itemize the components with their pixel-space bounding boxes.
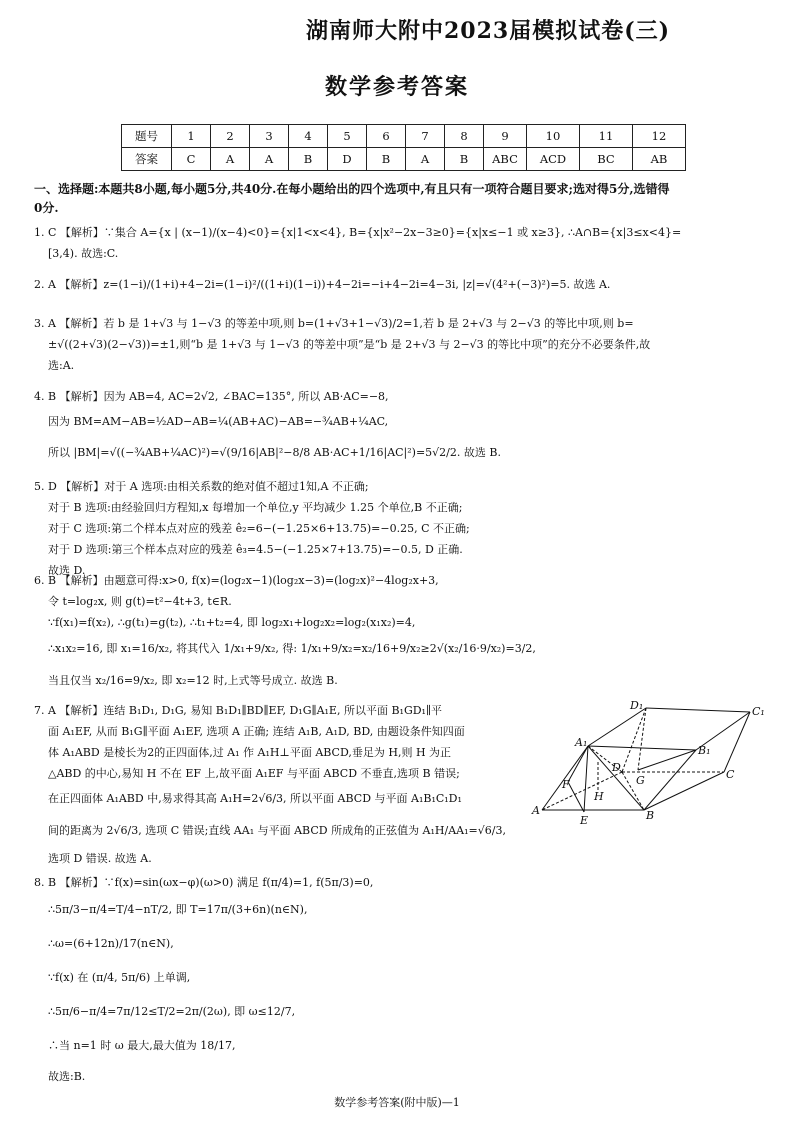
solution-line: 故选:B. <box>48 1070 86 1083</box>
solution-line: ∴ω=(6+12n)/17(n∈N), <box>48 937 174 950</box>
solution-line: 令 t=log₂x, 则 g(t)=t²−4t+3, t∈R. <box>48 595 232 608</box>
answer-table-cell: 4 <box>289 125 328 148</box>
answer-table-cell: ACD <box>527 148 580 171</box>
answer-table-number-row <box>122 125 686 148</box>
answer-table-row-label: 答案 <box>122 148 172 171</box>
vertex-label: A <box>532 804 540 817</box>
solution-line: ∵f(x) 在 (π/4, 5π/6) 上单调, <box>48 971 191 984</box>
answer-table-cell: C <box>172 148 211 171</box>
solution-line: 在正四面体 A₁ABD 中,易求得其高 A₁H=2√6/3, 所以平面 ABCD 与平面 A₁B₁C₁D₁ <box>48 792 462 805</box>
vertex-label: B₁ <box>698 744 711 757</box>
question-6-solution <box>34 570 764 697</box>
answer-table-cell: A <box>211 148 250 171</box>
answer-table-cell: ABC <box>484 148 527 171</box>
solution-line: 当且仅当 x₂/16=9/x₂, 即 x₂=12 时,上式等号成立. 故选 B. <box>48 674 338 687</box>
answer-table-cell: D <box>328 148 367 171</box>
answer-table-cell: B <box>445 148 484 171</box>
solution-line: 故选 D. <box>48 564 86 577</box>
solution-line: 对于 B 选项:由经验回归方程知,x 每增加一个单位,y 平均减少 1.25 个单位,B 不正确; <box>48 501 463 514</box>
question-8-solution <box>34 872 764 1091</box>
vertex-label: E <box>580 814 589 827</box>
section-heading-line: 一、选择题:本题共8小题,每小题5分,共40分.在每小题给出的四个选项中,有且只有一项符合题目要求;选对得5分,选错得 <box>34 182 670 196</box>
solution-line: 4. B 【解析】因为 AB=4, AC=2√2, ∠BAC=135°, 所以 AB·AC=−8, <box>34 390 389 403</box>
question-7-solution <box>34 700 534 869</box>
solution-line: △ABD 的中心,易知 H 不在 EF 上,故平面 A₁EF 与平面 ABCD 不垂直,选项 B 错误; <box>48 767 460 780</box>
answer-table-cell: A <box>250 148 289 171</box>
solution-line: ±√((2+√3)(2−√3))=±1,则“b 是 1+√3 与 1−√3 的等差中项”是“b 是 2+√3 与 2−√3 的等比中项”的充分不必要条件,故 <box>48 338 651 351</box>
solution-line: ∴当 n=1 时 ω 最大,最大值为 18/17, <box>48 1039 236 1052</box>
solution-line: ∴5π/3−π/4=T/4−nT/2, 即 T=17π/(3+6n)(n∈N), <box>48 903 308 916</box>
question-2-solution <box>34 274 764 295</box>
vertex-label: C <box>726 768 735 781</box>
solution-line: 面 A₁EF, 从而 B₁G∥平面 A₁EF, 选项 A 正确; 连结 A₁B, A₁D, BD, 由题设条件知四面 <box>48 725 465 738</box>
solution-line: 体 A₁ABD 是棱长为2的正四面体,过 A₁ 作 A₁H⊥平面 ABCD,垂足为 H,则 H 为正 <box>48 746 452 759</box>
solution-line: 所以 |BM|=√((−¾AB+¼AC)²)=√(9/16|AB|²−8/8 AB·AC+1/16|AC|²)=5√2/2. 故选 B. <box>48 446 501 459</box>
solution-line: [3,4). 故选:C. <box>48 247 119 260</box>
section-heading-line: 0分. <box>34 201 59 215</box>
vertex-label: D <box>612 761 621 774</box>
solution-line: 7. A 【解析】连结 B₁D₁, D₁G, 易知 B₁D₁∥BD∥EF, D₁G∥A₁E, 所以平面 B₁GD₁∥平 <box>34 704 443 717</box>
solution-line: 对于 C 选项:第二个样本点对应的残差 ê₂=6−(−1.25×6+13.75)=−0.25, C 不正确; <box>48 522 470 535</box>
question-1-solution <box>34 222 764 264</box>
answer-table-cell: 7 <box>406 125 445 148</box>
solution-line: ∵f(x₁)=f(x₂), ∴g(t₁)=g(t₂), ∴t₁+t₂=4, 即 log₂x₁+log₂x₂=log₂(x₁x₂)=4, <box>48 616 416 629</box>
solution-line: 8. B 【解析】∵f(x)=sin(ωx−φ)(ω>0) 满足 f(π/4)=1, f(5π/3)=0, <box>34 876 374 889</box>
question-4-solution <box>34 386 764 469</box>
solution-line: 6. B 【解析】由题意可得:x>0, f(x)=(log₂x−1)(log₂x−3)=(log₂x)²−4log₂x+3, <box>34 574 439 587</box>
answer-table-cell: 5 <box>328 125 367 148</box>
section-heading <box>34 180 764 218</box>
vertex-label: D₁ <box>630 699 644 712</box>
answer-table-cell: 3 <box>250 125 289 148</box>
answer-table-cell: BC <box>580 148 633 171</box>
vertex-label: G <box>636 774 645 787</box>
answer-table-cell: 6 <box>367 125 406 148</box>
answer-table-cell: AB <box>633 148 686 171</box>
vertex-label: A₁ <box>575 736 588 749</box>
solution-line: 选项 D 错误. 故选 A. <box>48 852 152 865</box>
vertex-label: F <box>562 778 570 791</box>
answer-table-cell: 2 <box>211 125 250 148</box>
solution-line: 1. C 【解析】∵集合 A={x | (x−1)/(x−4)<0}={x|1<x<4}, B={x|x²−2x−3≥0}={x|x≤−1 或 x≥3}, ∴A∩B={x|3≤x<4}= <box>34 226 682 239</box>
vertex-label: H <box>594 790 604 803</box>
solution-line: 间的距离为 2√6/3, 选项 C 错误;直线 AA₁ 与平面 ABCD 所成角的正弦值为 A₁H/AA₁=√6/3, <box>48 824 506 837</box>
answer-table-row-label: 题号 <box>122 125 172 148</box>
answer-table-cell: 1 <box>172 125 211 148</box>
document-header: 湖南师大附中2023届模拟试卷(三) <box>306 18 671 44</box>
solution-line: ∴x₁x₂=16, 即 x₁=16/x₂, 将其代入 1/x₁+9/x₂, 得: 1/x₁+9/x₂=x₂/16+9/x₂≥2√(x₂/16·9/x₂)=3/2, <box>48 642 536 655</box>
answer-table-cell: B <box>367 148 406 171</box>
parallelepiped-figure <box>528 698 768 828</box>
answer-table-answer-row <box>122 148 686 171</box>
page-title: 数学参考答案 <box>324 74 469 100</box>
answer-table-cell: 11 <box>580 125 633 148</box>
solution-line: 因为 BM=AM−AB=½AD−AB=¼(AB+AC)−AB=−¾AB+¼AC, <box>48 415 389 428</box>
solution-line: 2. A 【解析】z=(1−i)/(1+i)+4−2i=(1−i)²/((1+i)(1−i))+4−2i=−i+4−2i=4−3i, |z|=√(4²+(−3)²)=5. 故选 A. <box>34 278 611 291</box>
answer-table-cell: 8 <box>445 125 484 148</box>
answer-table-cell: 12 <box>633 125 686 148</box>
page-footer: 数学参考答案(附中版)—1 <box>334 1096 460 1109</box>
answer-table-cell: 9 <box>484 125 527 148</box>
question-3-solution <box>34 313 764 376</box>
solution-line: 对于 D 选项:第三个样本点对应的残差 ê₃=4.5−(−1.25×7+13.75)=−0.5, D 正确. <box>48 543 463 556</box>
answer-table-cell: A <box>406 148 445 171</box>
vertex-label: B <box>646 809 655 822</box>
solution-line: 选:A. <box>48 359 75 372</box>
solution-line: 5. D 【解析】对于 A 选项:由相关系数的绝对值不超过1知,A 不正确; <box>34 480 369 493</box>
question-5-solution <box>34 476 764 581</box>
answer-table-cell: 10 <box>527 125 580 148</box>
vertex-label: C₁ <box>752 705 765 718</box>
solution-line: 3. A 【解析】若 b 是 1+√3 与 1−√3 的等差中项,则 b=(1+√3+1−√3)/2=1,若 b 是 2+√3 与 2−√3 的等比中项,则 b= <box>34 317 634 330</box>
answer-table <box>121 124 686 171</box>
answer-table-cell: B <box>289 148 328 171</box>
solution-line: ∴5π/6−π/4=7π/12≤T/2=2π/(2ω), 即 ω≤12/7, <box>48 1005 296 1018</box>
